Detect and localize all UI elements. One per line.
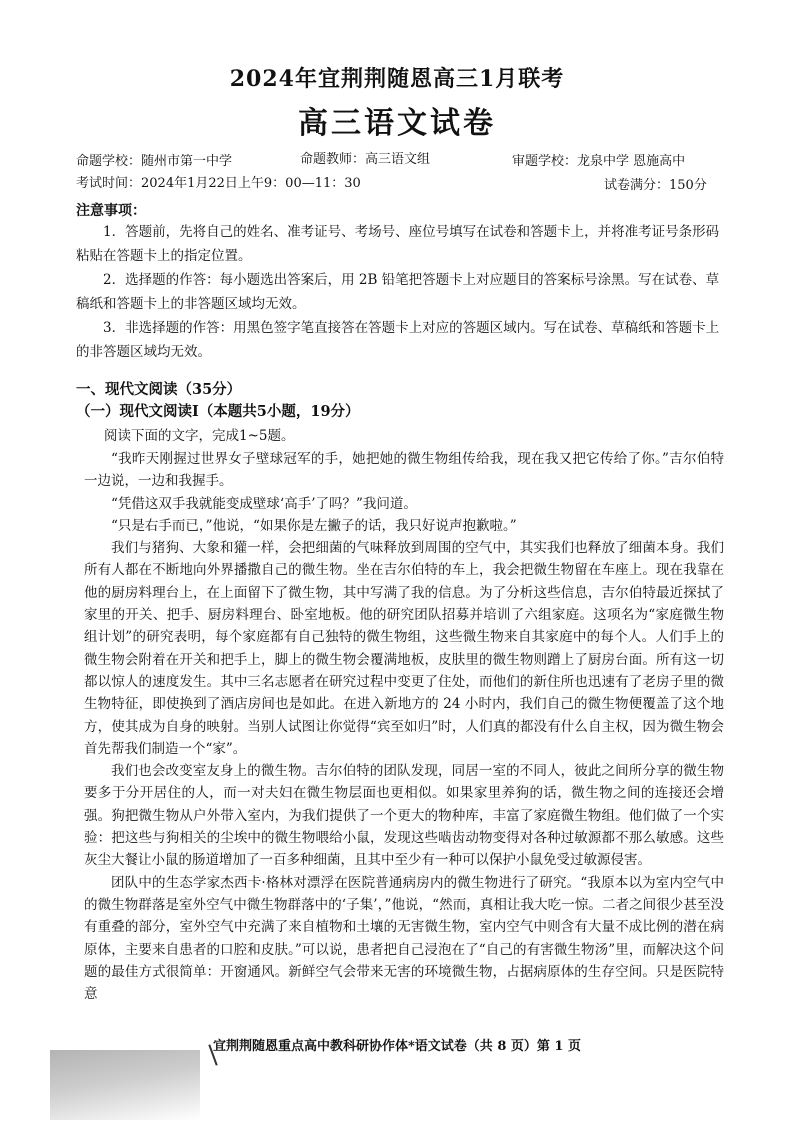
section-title: 一、现代文阅读（35分）	[76, 381, 242, 398]
meta-school: 命题学校：随州市第一中学	[76, 154, 233, 169]
section-subtitle: （一）现代文阅读Ⅰ（本题共5小题，19分）	[76, 403, 360, 420]
notice-item-1: 1．答题前，先将自己的姓名、准考证号、考场号、座位号填写在试卷和答题卡上，并将准考证号条形码粘贴在答题卡上的指定位置。	[76, 224, 720, 264]
meta-score: 试卷满分：150分	[604, 178, 707, 193]
passage-paragraph-1: “我昨天刚握过世界女子壁球冠军的手，她把她的微生物组传给我，现在我又把它传给了你。”吉尔伯特一边说，一边和我握手。	[84, 451, 724, 490]
meta-reviewer: 审题学校：龙泉中学 恩施高中	[512, 154, 686, 169]
notice-item-2: 2．选择题的作答：每小题选出答案后，用 2B 铅笔把答题卡上对应题目的答案标号涂黑。写在试卷、草稿纸和答题卡上的非答题区域均无效。	[76, 272, 720, 312]
notice-heading: 注意事项：	[76, 203, 146, 219]
meta-time: 考试时间：2024年1月22日上午9：00—11：30	[76, 176, 361, 191]
meta-teacher: 命题教师：高三语文组	[300, 152, 431, 167]
passage-paragraph-2: “凭借这双手我就能变成壁球‘高手’了吗？”我问道。	[111, 495, 417, 512]
page-footer: 宜荆荆随恩重点高中教科研协作体*语文试卷（共 8 页）第 1 页	[213, 1039, 581, 1054]
scan-shadow	[50, 1050, 200, 1120]
exam-title: 2024年宜荆荆随恩高三1月联考	[229, 66, 565, 92]
notice-item-3: 3．非选择题的作答：用黑色签字笔直接答在答题卡上对应的答题区域内。写在试卷、草稿纸和答题卡上的非答题区域均无效。	[76, 320, 720, 360]
notice-list	[76, 220, 728, 364]
reading-passage	[84, 448, 724, 1005]
section-instruction: 阅读下面的文字，完成1~5题。	[104, 428, 295, 444]
paper-title: 高三语文试卷	[298, 106, 496, 141]
passage-paragraph-6: 团队中的生态学家杰西卡·格林对漂浮在医院普通病房内的微生物进行了研究。“我原本以为室内空气中的微生物群落是室外空气中微生物群落中的‘子集’，”他说，“然而，真相让我大吃一惊。二者之间很少甚至没有重叠的部分，室外空气中充满了来自植物和土壤的无害微生物，室内空气中则含有大量不成比例的潜在病原体，主要来自患者的口腔和皮肤。”可以说，患者把自己浸泡在了“自己的有害微生物汤”里，而解决这个问题的最佳方式很简单：开窗通风。新鲜空气会带来无害的环境微生物，占据病原体的生存空间。只是医院特意	[84, 874, 724, 1003]
passage-paragraph-5: 我们也会改变室友身上的微生物。吉尔伯特的团队发现，同居一室的不同人，彼此之间所分享的微生物要多于分开居住的人，而一对夫妇在微生物层面也更相似。如果家里养狗的话，微生物之间的连接还会增强。狗把微生物从户外带入室内，为我们提供了一个更大的物种库，丰富了家庭微生物组。他们做了一个实验：把这些与狗相关的尘埃中的微生物喂给小鼠，发现这些啮齿动物变得对各种过敏源都不那么敏感。这些灰尘大餐让小鼠的肠道增加了一百多种细菌，且其中至少有一种可以保护小鼠免受过敏源侵害。	[84, 763, 724, 869]
passage-paragraph-4: 我们与猪狗、大象和獾一样，会把细菌的气味释放到周围的空气中，其实我们也释放了细菌本身。我们所有人都在不断地向外界播撒自己的微生物。坐在吉尔伯特的车上，我会把微生物留在车座上。现在我靠在他的厨房料理台上，在上面留下了微生物，其中写满了我的信息。为了分析这些信息，吉尔伯特最近探拭了家里的开关、把手、厨房料理台、卧室地板。他的研究团队招募并培训了六组家庭。这项名为“家庭微生物组计划”的研究表明，每个家庭都有自己独特的微生物组，这些微生物来自其家庭中的每个人。人们手上的微生物会附着在开关和把手上，脚上的微生物会覆满地板，皮肤里的微生物则蹭上了厨房台面。所有这一切都以惊人的速度发生。其中三名志愿者在研究过程中变更了住处，而他们的新住所也迅速有了老房子里的微生物特征，即使换到了酒店房间也是如此。在进入新地方的 24 小时内，我们自己的微生物便覆盖了这个地方，使其成为自身的映射。当别人试图让你觉得“宾至如归”时，人们真的都没有什么自主权，因为微生物会首先帮我们制造一个“家”。	[84, 540, 724, 757]
passage-paragraph-3: “只是右手而已，”他说，“如果你是左撇子的话，我只好说声抱歉啦。”	[111, 517, 517, 534]
